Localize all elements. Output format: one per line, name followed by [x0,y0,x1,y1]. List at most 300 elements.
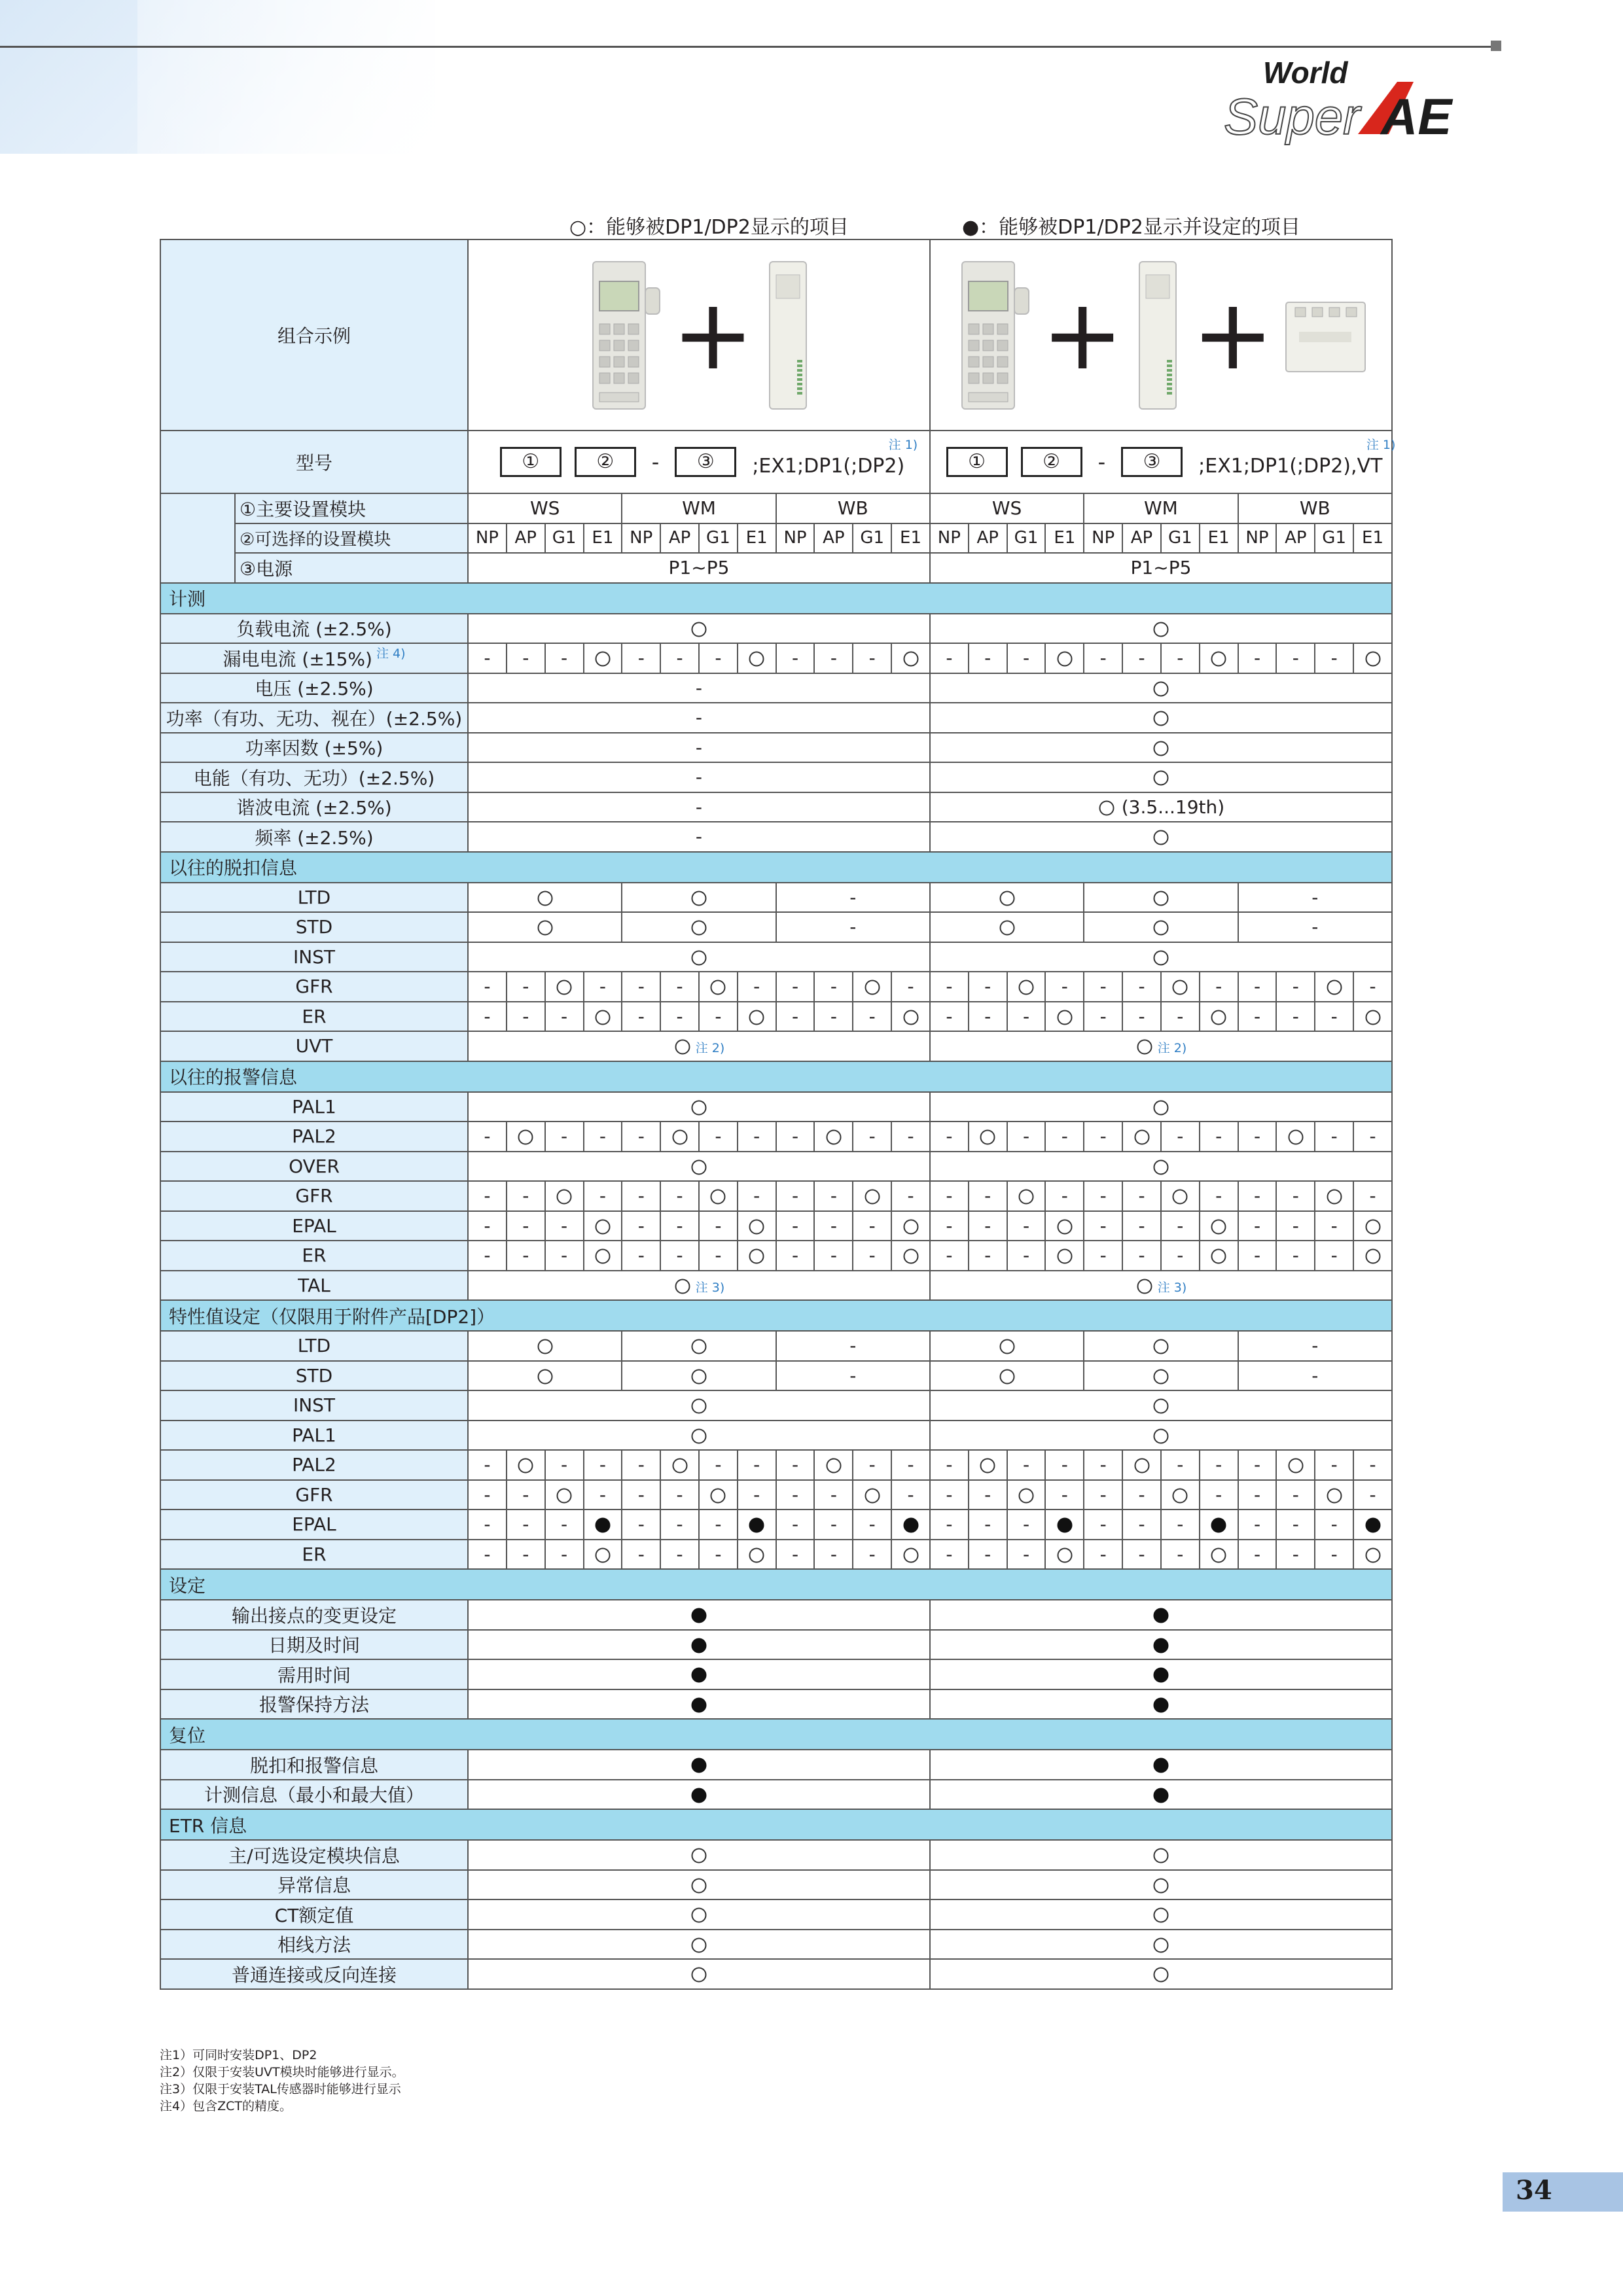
model-box-2: ② [1021,447,1082,477]
table-row [160,1870,1392,1900]
right-option-cell [1161,1241,1200,1271]
table-row [160,1390,1392,1421]
left-option-cell [814,1540,853,1570]
dash-mark: - [522,1245,529,1267]
open-circle-icon [1152,1099,1170,1117]
row-label [160,1600,468,1630]
table-row [160,1600,1392,1630]
left-wb-cell [776,1331,930,1361]
row-label-text: 脱扣和报警信息 [250,1754,379,1776]
opt-module-row [160,523,1392,554]
dash-mark: - [637,1005,645,1027]
option-ap: AP [507,523,545,554]
open-circle-icon [1364,1218,1382,1236]
open-circle-icon [1056,1546,1074,1564]
open-circle-icon [747,650,766,668]
left-option-cell [738,1122,776,1152]
dash-mark: - [1099,1543,1107,1565]
open-circle-icon [1152,680,1170,698]
right-option-cell [1045,1002,1084,1032]
right-option-cell [1315,1181,1353,1211]
open-circle-icon [863,1188,882,1206]
table-row [160,1002,1392,1032]
dash-mark: - [1022,1543,1030,1565]
dash-mark: - [1292,647,1299,669]
table-row [160,1659,1392,1689]
open-circle-icon [747,1218,766,1236]
model-suffix [1198,437,1396,478]
right-option-cell [1161,1450,1200,1480]
open-circle-icon [1209,1546,1228,1564]
section-header [160,583,1392,614]
open-circle-icon [690,1877,708,1895]
left-option-cell [891,1002,930,1032]
left-option-cell [776,1480,815,1510]
left-option-cell [584,1181,622,1211]
left-ws-cell [468,912,622,942]
dash-mark: - [1138,1483,1145,1506]
left-option-cell [776,1181,815,1211]
display-unit-icon [1134,262,1181,409]
left-option-cell [660,972,699,1002]
open-circle-icon [536,889,554,908]
row-label [160,1092,468,1122]
right-value-cell [930,1092,1392,1122]
right-option-cell [1122,1211,1161,1241]
open-circle-icon [1056,650,1074,668]
right-option-cell [969,643,1007,673]
right-wm-cell [1084,1361,1238,1391]
right-option-cell [1353,1002,1392,1032]
option-e1: E1 [1353,523,1392,554]
dash-mark: - [715,1005,722,1027]
filled-circle-icon [690,1756,708,1775]
right-value-cell [930,1899,1392,1930]
left-option-cell [853,1122,891,1152]
right-option-cell [1238,1181,1277,1211]
right-option-cell [930,643,969,673]
left-option-cell [699,643,738,673]
table-row [160,1750,1392,1780]
dash-mark: - [484,1543,491,1565]
left-option-cell [622,643,660,673]
open-circle-icon [1152,769,1170,787]
dash-mark: - [1215,1483,1222,1506]
section-title: 特性值设定（仅限用于附件产品[DP2]） [160,1300,1392,1331]
right-option-cell [1238,972,1277,1002]
right-option-cell [930,1211,969,1241]
left-option-cell [507,1510,545,1540]
left-option-cell [545,643,584,673]
table-row [160,1152,1392,1182]
right-option-cell [1315,1480,1353,1510]
left-wm-cell [622,883,776,913]
left-option-cell [622,1480,660,1510]
open-circle-icon [594,650,612,668]
left-option-cell [660,1450,699,1480]
right-option-cell [1045,1122,1084,1152]
vt-unit-icon [1285,296,1366,374]
open-circle-icon [1097,799,1116,817]
dash-mark: - [984,1185,991,1207]
open-circle-icon [1135,1277,1154,1296]
right-value-cell [930,1031,1392,1061]
dash-mark: - [522,976,529,998]
row-label [160,1241,468,1271]
open-circle-icon [998,1368,1016,1386]
right-option-cell [1122,1480,1161,1510]
dash-mark: - [1215,1185,1222,1207]
dash-mark: - [984,1005,991,1027]
open-circle-icon [1152,1966,1170,1984]
right-option-cell [1238,1510,1277,1540]
left-option-cell [660,1540,699,1570]
dash-mark: - [907,1454,914,1476]
power-right: P1~P5 [930,553,1392,583]
dash-mark: - [849,1335,857,1357]
left-option-cell [891,972,930,1002]
open-circle-icon [1209,650,1228,668]
dash-mark: - [1138,647,1145,669]
left-wm-cell [622,912,776,942]
dash-mark: - [599,1454,606,1476]
row-label [160,1659,468,1689]
right-option-cell [1238,1211,1277,1241]
dash-mark: - [1061,1454,1068,1476]
left-option-cell [738,1510,776,1540]
dash-mark: - [1138,1214,1145,1237]
dash-mark: - [1177,1245,1184,1267]
right-option-cell [1353,1450,1392,1480]
right-option-cell [1315,643,1353,673]
dash-mark: - [946,976,953,998]
open-circle-icon [1152,828,1170,847]
right-option-cell [1007,972,1046,1002]
dash-mark: - [792,1543,799,1565]
row-label [160,1870,468,1900]
open-circle-icon [1152,1337,1170,1356]
left-value-cell [468,822,930,852]
right-option-cell [1200,643,1238,673]
right-option-cell [1007,1450,1046,1480]
value-note-text: (3.5...19th) [1121,796,1225,818]
dash-mark: - [1292,1543,1299,1565]
left-option-cell [468,1002,507,1032]
open-circle-icon [690,1337,708,1356]
right-option-cell [1122,643,1161,673]
table-row [160,1331,1392,1361]
row-label [160,1510,468,1540]
section-title: 计测 [160,583,1392,614]
dash-mark: - [561,1214,568,1237]
main-module-label: ①主要设置模块 [235,493,468,523]
model-box-2: ② [575,447,636,477]
row-label-text: LTD [297,1335,331,1357]
dash-mark: - [484,1513,491,1536]
dash-mark: - [984,1483,991,1506]
table-row [160,1959,1392,1989]
left-option-cell [699,1540,738,1570]
left-option-cell [468,1181,507,1211]
module-wb: WB [776,493,930,523]
left-option-cell [814,1450,853,1480]
row-label [160,1899,468,1930]
open-circle-icon [594,1546,612,1564]
section-header [160,1300,1392,1331]
dash-mark: - [1330,1454,1338,1476]
row-label [160,1271,468,1301]
row-label-text: STD [295,916,333,938]
left-option-cell [699,1450,738,1480]
dash-mark: - [1369,1125,1376,1148]
left-option-cell [853,1480,891,1510]
right-option-cell [1122,1510,1161,1540]
left-option-cell [853,1450,891,1480]
right-value-cell [930,1390,1392,1421]
right-option-cell [930,1480,969,1510]
dash-mark: - [830,1543,837,1565]
dash-mark: - [1311,1364,1319,1386]
option-ap: AP [660,523,699,554]
left-option-cell [699,1002,738,1032]
table-row [160,1181,1392,1211]
right-option-cell [930,1002,969,1032]
dash-mark: - [484,1125,491,1148]
open-circle-icon [1364,650,1382,668]
section-header [160,1809,1392,1840]
open-circle-icon [1171,978,1189,997]
open-circle-icon [1152,1158,1170,1176]
dash-mark: - [868,1005,876,1027]
left-option-cell [853,1510,891,1540]
dash-mark: - [1311,886,1319,908]
row-label [160,1840,468,1870]
option-g1: G1 [853,523,891,554]
option-np: NP [468,523,507,554]
left-option-cell [660,643,699,673]
plus-sign: + [671,278,755,392]
open-circle-icon [1056,1247,1074,1265]
open-circle-icon [747,1247,766,1265]
dash-mark: - [1177,1454,1184,1476]
right-option-cell [1200,1122,1238,1152]
left-ws-cell [468,1361,622,1391]
left-option-cell [738,1211,776,1241]
left-option-cell [738,1480,776,1510]
left-option-cell [891,1122,930,1152]
dash-mark: - [676,1483,683,1506]
row-label [160,1450,468,1480]
left-wb-cell [776,883,930,913]
right-option-cell [1084,1122,1122,1152]
right-option-cell [1084,1241,1122,1271]
row-label-text: 日期及时间 [268,1634,361,1657]
footnote: 注2）仅限于安装UVT模块时能够进行显示。 [160,2065,404,2079]
dash-mark: - [1177,647,1184,669]
dash-mark: - [695,677,703,699]
left-option-cell [622,1211,660,1241]
left-option-cell [545,1002,584,1032]
row-label [160,703,468,733]
dash-mark: - [1253,976,1261,998]
row-label-text: GFR [295,1483,333,1506]
filled-circle-icon [1056,1516,1074,1534]
left-value-cell [468,762,930,792]
right-option-cell [1045,1181,1084,1211]
dash-mark: - [1292,1214,1299,1237]
row-label [160,1361,468,1391]
dash-mark: - [946,1005,953,1027]
dash-mark: - [1330,1513,1338,1536]
right-option-cell [969,1122,1007,1152]
left-option-cell [699,1241,738,1271]
section-header [160,1719,1392,1750]
right-option-cell [930,972,969,1002]
open-circle-icon [1364,1008,1382,1027]
right-wm-cell [1084,912,1238,942]
dash-mark: - [484,1005,491,1027]
left-value-cell [468,673,930,703]
dash-mark: - [1061,1483,1068,1506]
open-circle-icon [825,1457,843,1475]
right-option-cell [930,1241,969,1271]
left-option-cell [468,1510,507,1540]
open-circle-icon [516,1457,535,1475]
dash-mark: - [907,1125,914,1148]
left-option-cell [468,643,507,673]
row-label-text: 负载电流 (±2.5%) [236,618,392,641]
left-option-cell [776,1241,815,1271]
right-option-cell [930,1510,969,1540]
option-ap: AP [814,523,853,554]
power-row [160,553,1392,583]
left-option-cell [545,1181,584,1211]
option-np: NP [1084,523,1122,554]
footnote: 注4）包含ZCT的精度。 [160,2099,292,2113]
dash-mark: - [792,1214,799,1237]
opt-module-label: ②可选择的设置模块 [235,523,468,554]
left-option-cell [699,1510,738,1540]
left-option-cell [776,972,815,1002]
right-option-cell [1084,643,1122,673]
section-title: 设定 [160,1569,1392,1600]
left-option-cell [468,1241,507,1271]
right-option-cell [969,1211,1007,1241]
open-circle-icon [902,1218,920,1236]
dash-mark: - [676,1245,683,1267]
row-label [160,822,468,852]
row-label-text: 报警保持方法 [259,1694,370,1716]
right-option-cell [969,1450,1007,1480]
right-option-cell [1276,643,1315,673]
dash-mark: - [599,1483,606,1506]
dash-mark: - [868,1125,876,1148]
filled-circle-icon [690,1666,708,1684]
dash-mark: - [637,1454,645,1476]
left-option-cell [891,1510,930,1540]
right-option-cell [1161,972,1200,1002]
right-option-cell [1276,1002,1315,1032]
right-option-cell [1122,1002,1161,1032]
left-option-cell [507,972,545,1002]
row-label-text: 漏电电流 (±15%) [223,648,372,670]
right-option-cell [1238,1122,1277,1152]
row-label [160,762,468,792]
left-option-cell [468,1211,507,1241]
dash-mark: - [1330,647,1338,669]
filled-circle-icon [1364,1516,1382,1534]
dash-mark: - [792,1185,799,1207]
option-e1: E1 [738,523,776,554]
table-row [160,1630,1392,1660]
row-label [160,1930,468,1960]
model-row [160,431,1392,493]
left-value-cell [468,1659,930,1689]
open-circle-icon [902,1546,920,1564]
open-circle-icon [1152,919,1170,937]
dash-mark: - [1177,1125,1184,1148]
model-suffix-text: ;EX1;DP1(;DP2),VT [1198,454,1383,478]
power-left: P1~P5 [468,553,930,583]
open-circle-icon [863,978,882,997]
table-row [160,614,1392,644]
dash-mark: - [676,976,683,998]
dash-mark: - [637,1513,645,1536]
left-value-cell [468,1421,930,1451]
model-label-spacer [160,493,235,583]
combo-label: 组合示例 [160,239,468,431]
dash-mark: - [1215,1125,1222,1148]
dash-mark: - [1138,1513,1145,1536]
power-label: ③电源 [235,553,468,583]
table-row [160,1510,1392,1540]
open-circle-icon [690,1966,708,1984]
dash-mark: - [1369,1185,1376,1207]
row-label [160,1959,468,1989]
open-circle-icon [1152,1846,1170,1865]
dash-mark: - [676,1185,683,1207]
left-option-cell [468,1540,507,1570]
filled-circle-icon [1152,1756,1170,1775]
open-circle-icon [978,1128,997,1146]
left-option-cell [853,1540,891,1570]
open-circle-icon [1152,889,1170,908]
table-row [160,733,1392,763]
dash-mark: - [946,1185,953,1207]
open-circle-icon [690,1906,708,1924]
table-row [160,1450,1392,1480]
right-option-cell [969,1241,1007,1271]
open-circle-icon [673,1038,692,1056]
right-option-cell [930,1122,969,1152]
right-wb-cell [1238,912,1392,942]
right-ws-cell [930,1331,1084,1361]
footnote: 注1）可同时安装DP1、DP2 [160,2048,317,2062]
right-option-cell [1084,1450,1122,1480]
open-circle-icon [1152,709,1170,728]
trip-unit-device-icon [586,262,662,409]
option-ap: AP [1122,523,1161,554]
open-circle-icon [998,1337,1016,1356]
table-row [160,1241,1392,1271]
dash-mark: - [984,1214,991,1237]
dash-mark: - [484,1454,491,1476]
open-circle-icon [690,620,708,639]
dash-mark: - [599,976,606,998]
filled-circle-icon [1209,1516,1228,1534]
dash-mark: - [1253,1125,1261,1148]
right-option-cell [1200,1241,1238,1271]
